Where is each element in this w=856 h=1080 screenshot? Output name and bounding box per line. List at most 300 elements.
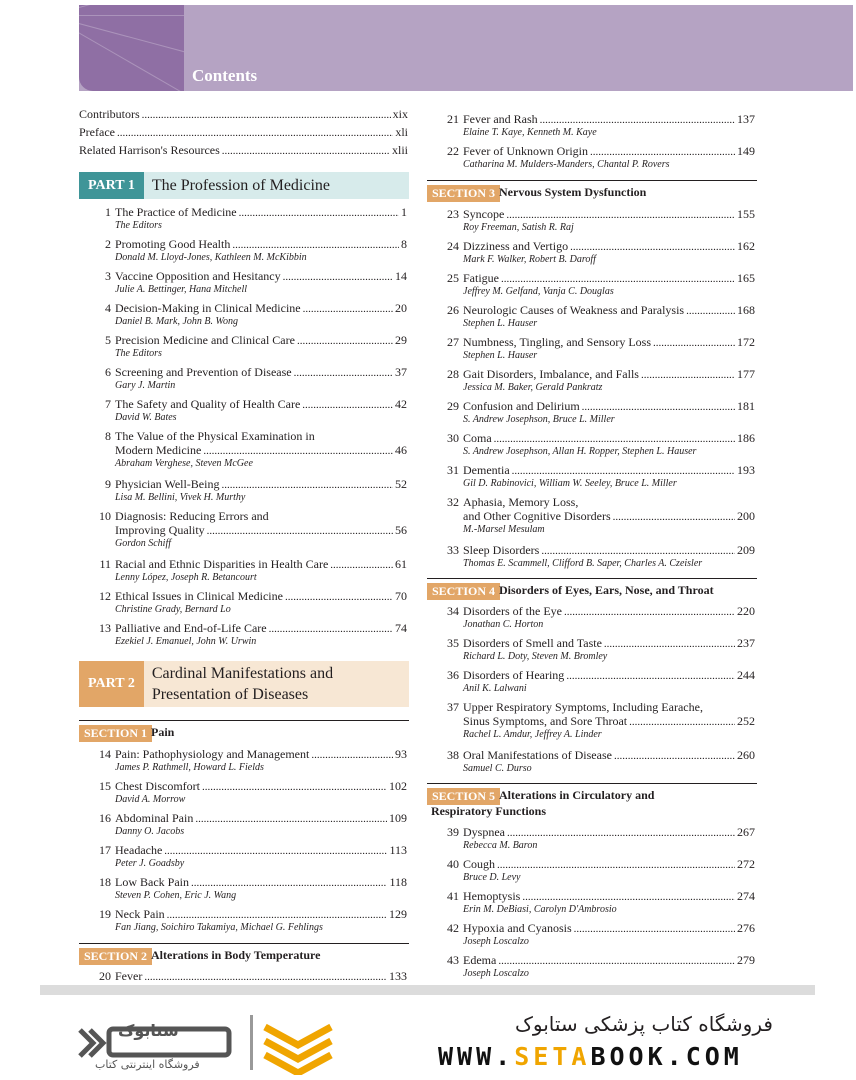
chapter-title-row <box>463 604 755 618</box>
chapter-authors: Gil D. Rabinovici, William W. Seeley, Bruce L. Miller <box>463 478 677 489</box>
dot-leader <box>498 953 735 967</box>
dot-leader <box>117 125 393 139</box>
chapter-title-row <box>115 397 407 411</box>
chapter-authors: Richard L. Doty, Steven M. Bromley <box>463 651 608 662</box>
dot-leader <box>330 557 393 571</box>
chapter-entry[interactable] <box>447 921 755 948</box>
chapter-page: 129 <box>389 907 407 921</box>
chapter-entry[interactable] <box>105 477 407 504</box>
entry-title: Related Harrison's Resources <box>79 143 220 157</box>
dot-leader <box>297 333 393 347</box>
section-4-header <box>427 578 757 601</box>
chapter-number: 38 <box>447 748 459 762</box>
chapter-title-row <box>115 589 407 603</box>
dot-leader <box>522 889 735 903</box>
chapter-entry[interactable] <box>447 112 755 139</box>
chapter-page: 276 <box>737 921 755 935</box>
chapter-page: 149 <box>737 144 755 158</box>
shop-name: فروشگاه کتاب پزشکی ستابوک <box>515 1012 773 1036</box>
dot-leader <box>494 431 735 445</box>
chapter-number: 8 <box>105 429 111 443</box>
chapter-title-row <box>115 811 407 825</box>
chapter-title-row <box>115 477 407 491</box>
section-label: SECTION 1 <box>79 725 152 742</box>
section-label: SECTION 3 <box>427 185 500 202</box>
chapter-entry[interactable] <box>447 700 755 741</box>
chapter-number: 24 <box>447 239 459 253</box>
chapter-title-row <box>115 523 407 537</box>
chapter-page: 109 <box>389 811 407 825</box>
chapter-number: 9 <box>105 477 111 491</box>
footer <box>0 995 856 1080</box>
chapter-entry[interactable] <box>447 543 755 570</box>
chapter-title: Palliative and End-of-Life Care <box>115 621 267 635</box>
chapter-title-line1: Aphasia, Memory Loss, <box>463 495 579 509</box>
chapter-entry[interactable] <box>447 889 755 916</box>
chapter-title: Headache <box>115 843 163 857</box>
chapter-page: 237 <box>737 636 755 650</box>
chapter-authors: David W. Bates <box>115 412 177 423</box>
chapter-authors: Roy Freeman, Satish R. Raj <box>463 222 574 233</box>
chapter-title: Modern Medicine <box>115 443 202 457</box>
chapter-title-row <box>463 714 755 728</box>
part-title: The Profession of Medicine <box>144 172 409 199</box>
part-label: PART 1 <box>79 172 144 199</box>
chapter-page: 193 <box>737 463 755 477</box>
chapter-entry[interactable] <box>447 399 755 426</box>
chapter-entry[interactable] <box>99 843 407 870</box>
dot-leader <box>303 301 393 315</box>
chapter-entry[interactable] <box>447 857 755 884</box>
front-matter-entry[interactable] <box>79 125 408 139</box>
dot-leader <box>613 509 735 523</box>
chapter-title: Sinus Symptoms, and Sore Throat <box>463 714 628 728</box>
dot-leader <box>566 668 735 682</box>
chapter-entry[interactable] <box>447 636 755 663</box>
chapter-page: 93 <box>395 747 407 761</box>
chapter-authors: Joseph Loscalzo <box>463 968 529 979</box>
chapter-entry[interactable] <box>447 239 755 266</box>
chapter-entry[interactable] <box>447 604 755 631</box>
chapter-title: Numbness, Tingling, and Sensory Loss <box>463 335 652 349</box>
chapter-title-row <box>463 889 755 903</box>
chapter-authors: Jeffrey M. Gelfand, Vanja C. Douglas <box>463 286 614 297</box>
dot-leader <box>590 144 735 158</box>
chapter-page: 274 <box>737 889 755 903</box>
chapter-number: 29 <box>447 399 459 413</box>
chapter-authors: Danny O. Jacobs <box>115 826 185 837</box>
chapter-entry[interactable] <box>447 271 755 298</box>
chapter-title-row <box>115 443 407 457</box>
dot-leader <box>203 443 393 457</box>
chapter-title: Syncope <box>463 207 505 221</box>
chapter-authors: Mark F. Walker, Robert B. Daroff <box>463 254 596 265</box>
chapter-page: 14 <box>395 269 407 283</box>
chapter-authors: Abraham Verghese, Steven McGee <box>115 458 253 469</box>
chapter-title-row <box>115 269 407 283</box>
chapter-entry[interactable] <box>105 301 407 328</box>
chapter-title: Hemoptysis <box>463 889 521 903</box>
chapter-title: Confusion and Delirium <box>463 399 580 413</box>
chapter-number: 22 <box>447 144 459 158</box>
dot-leader <box>294 365 393 379</box>
chapter-title: Racial and Ethnic Disparities in Health Care <box>115 557 329 571</box>
chapter-authors: S. Andrew Josephson, Bruce L. Miller <box>463 414 615 425</box>
chapter-entry[interactable] <box>447 335 755 362</box>
chapter-page: 244 <box>737 668 755 682</box>
chapter-page: 8 <box>401 237 407 251</box>
chapter-page: 46 <box>395 443 407 457</box>
chapter-title-row <box>463 207 755 221</box>
chapter-number: 3 <box>105 269 111 283</box>
dot-leader <box>221 477 393 491</box>
chapter-title: Vaccine Opposition and Hesitancy <box>115 269 281 283</box>
chapter-title-row <box>463 463 755 477</box>
dot-leader <box>302 397 393 411</box>
chapter-authors: S. Andrew Josephson, Allan H. Ropper, Stephen L. Hauser <box>463 446 697 457</box>
shop-url[interactable]: WWW.SETABOOK.COM <box>438 1042 743 1071</box>
chapter-number: 36 <box>447 668 459 682</box>
chapter-title: Edema <box>463 953 497 967</box>
chapter-title: Disorders of Hearing <box>463 668 565 682</box>
chapter-authors: The Editors <box>115 348 162 359</box>
chapter-page: 186 <box>737 431 755 445</box>
chapter-title-row <box>115 301 407 315</box>
dot-leader <box>614 748 735 762</box>
chapter-number: 35 <box>447 636 459 650</box>
chapter-number: 6 <box>105 365 111 379</box>
chapter-title-row <box>463 953 755 967</box>
dot-leader <box>507 825 735 839</box>
chapter-page: 102 <box>389 779 407 793</box>
chapter-title: Cough <box>463 857 496 871</box>
chapter-number: 39 <box>447 825 459 839</box>
chapter-authors: Thomas E. Scammell, Clifford B. Saper, Charles A. Czeisler <box>463 558 703 569</box>
dot-leader <box>285 589 393 603</box>
chapter-number: 19 <box>99 907 111 921</box>
dot-leader <box>686 303 735 317</box>
dot-leader <box>582 399 735 413</box>
dot-leader <box>541 543 735 557</box>
dot-leader <box>604 636 735 650</box>
chapter-title-row <box>463 271 755 285</box>
entry-title: Contributors <box>79 107 140 121</box>
chapter-title-line1: The Value of the Physical Examination in <box>115 429 315 443</box>
chapter-title: and Other Cognitive Disorders <box>463 509 611 523</box>
chapter-entry[interactable] <box>105 269 407 296</box>
chapter-entry[interactable] <box>99 811 407 838</box>
chapter-title-line1: Diagnosis: Reducing Errors and <box>115 509 269 523</box>
chapter-title-row <box>463 748 755 762</box>
chapter-entry[interactable] <box>105 205 407 232</box>
chapter-page: 20 <box>395 301 407 315</box>
chapter-authors: James P. Rathmell, Howard L. Fields <box>115 762 264 773</box>
chapter-authors: Julie A. Bettinger, Hana Mitchell <box>115 284 248 295</box>
chapter-title-row <box>115 205 407 219</box>
chapter-page: 74 <box>395 621 407 635</box>
section-title-line2: Respiratory Functions <box>431 804 546 818</box>
chapter-title: Neurologic Causes of Weakness and Paralysis <box>463 303 685 317</box>
dot-leader <box>144 969 387 983</box>
chapter-page: 133 <box>389 969 407 983</box>
header-decoration <box>79 5 184 91</box>
chapter-number: 28 <box>447 367 459 381</box>
chapter-title: Screening and Prevention of Disease <box>115 365 292 379</box>
chapter-title: Fever and Rash <box>463 112 538 126</box>
chapter-number: 11 <box>99 557 111 571</box>
chapter-number: 20 <box>99 969 111 983</box>
chapter-page: 200 <box>737 509 755 523</box>
chapter-page: 209 <box>737 543 755 557</box>
section-3-header <box>427 180 757 203</box>
entry-page: xix <box>392 107 408 121</box>
chapter-entry[interactable] <box>99 747 407 774</box>
chapter-number: 33 <box>447 543 459 557</box>
chapter-entry[interactable] <box>447 207 755 234</box>
chapter-number: 37 <box>447 700 459 714</box>
dot-leader <box>653 335 735 349</box>
chapter-title: Abdominal Pain <box>115 811 194 825</box>
chapter-authors: Elaine T. Kaye, Kenneth M. Kaye <box>463 127 597 138</box>
chapter-authors: Jessica M. Baker, Gerald Pankratz <box>463 382 603 393</box>
chapter-entry[interactable] <box>105 429 407 470</box>
dot-leader <box>283 269 393 283</box>
chapter-number: 23 <box>447 207 459 221</box>
chapter-number: 40 <box>447 857 459 871</box>
chapter-number: 1 <box>105 205 111 219</box>
chapter-title-row <box>463 431 755 445</box>
chapter-title: Sleep Disorders <box>463 543 540 557</box>
chapter-authors: Ezekiel J. Emanuel, John W. Urwin <box>115 636 257 647</box>
chapter-page: 272 <box>737 857 755 871</box>
chapter-authors: Stephen L. Hauser <box>463 350 538 361</box>
chapter-page: 29 <box>395 333 407 347</box>
chapter-authors: Catharina M. Mulders-Manders, Chantal P. Rovers <box>463 159 670 170</box>
chapter-entry[interactable] <box>99 557 407 584</box>
section-5-header <box>427 783 757 820</box>
chapter-entry[interactable] <box>447 668 755 695</box>
chapter-authors: Samuel C. Durso <box>463 763 532 774</box>
chapter-number: 18 <box>99 875 111 889</box>
chapter-title: Promoting Good Health <box>115 237 231 251</box>
dot-leader <box>207 523 393 537</box>
chapter-title-line1: Upper Respiratory Symptoms, Including Earache, <box>463 700 703 714</box>
chapter-authors: Bruce D. Levy <box>463 872 521 883</box>
chapter-title: The Safety and Quality of Health Care <box>115 397 301 411</box>
entry-page: xli <box>395 125 408 139</box>
chapter-entry[interactable] <box>99 779 407 806</box>
chapter-title: Improving Quality <box>115 523 205 537</box>
chapter-entry[interactable] <box>99 509 407 550</box>
chapter-entry[interactable] <box>99 621 407 648</box>
chapter-title-row <box>463 636 755 650</box>
chapter-title: Neck Pain <box>115 907 165 921</box>
chapter-number: 14 <box>99 747 111 761</box>
chapter-number: 21 <box>447 112 459 126</box>
chapter-title: Gait Disorders, Imbalance, and Falls <box>463 367 639 381</box>
chapter-authors: Rebecca M. Baron <box>463 840 538 851</box>
front-matter-entry[interactable] <box>79 143 408 157</box>
chapter-title-row <box>463 825 755 839</box>
chapter-entry[interactable] <box>447 953 755 980</box>
chapter-title: Disorders of the Eye <box>463 604 562 618</box>
chapter-authors: Anil K. Lalwani <box>463 683 527 694</box>
chapter-title: Coma <box>463 431 492 445</box>
chapter-title-row <box>115 907 407 921</box>
chapter-authors: The Editors <box>115 220 162 231</box>
dot-leader <box>512 463 735 477</box>
section-title: Alterations in Body Temperature <box>151 948 321 962</box>
chapter-number: 4 <box>105 301 111 315</box>
chapter-title-row <box>463 509 755 523</box>
chapter-title-row <box>463 399 755 413</box>
chapter-title: Dizziness and Vertigo <box>463 239 569 253</box>
chapter-title: Precision Medicine and Clinical Care <box>115 333 295 347</box>
chapter-authors: Stephen L. Hauser <box>463 318 538 329</box>
chapter-title-row <box>463 303 755 317</box>
chapter-entry[interactable] <box>447 825 755 852</box>
dot-leader <box>497 857 735 871</box>
chapter-entry[interactable] <box>447 367 755 394</box>
chapter-page: 137 <box>737 112 755 126</box>
chapter-title-row <box>463 335 755 349</box>
chapter-title: Ethical Issues in Clinical Medicine <box>115 589 283 603</box>
chapter-entry[interactable] <box>105 333 407 360</box>
chapter-entry[interactable] <box>447 431 755 458</box>
chapter-title-row <box>115 843 407 857</box>
chapter-entry[interactable] <box>447 495 755 536</box>
part-2-header <box>79 661 409 707</box>
chapter-authors: Lenny López, Joseph R. Betancourt <box>115 572 257 583</box>
dot-leader <box>641 367 735 381</box>
section-label: SECTION 5 <box>427 788 500 805</box>
chapter-title: Dyspnea <box>463 825 505 839</box>
chapter-title: The Practice of Medicine <box>115 205 237 219</box>
dot-leader <box>570 239 735 253</box>
chapter-authors: Fan Jiang, Soichiro Takamiya, Michael G. Fehlings <box>115 922 323 933</box>
chapter-entry[interactable] <box>447 748 755 775</box>
section-2-header <box>79 943 409 966</box>
chapter-number: 17 <box>99 843 111 857</box>
chapter-number: 7 <box>105 397 111 411</box>
part-label: PART 2 <box>79 661 144 707</box>
chapter-title-row <box>115 237 407 251</box>
chapter-page: 61 <box>395 557 407 571</box>
chapter-page: 168 <box>737 303 755 317</box>
chapter-page: 1 <box>401 205 407 219</box>
chapter-number: 5 <box>105 333 111 347</box>
chapter-entry[interactable] <box>99 589 407 616</box>
chapter-title-row <box>463 144 755 158</box>
chapter-number: 13 <box>99 621 111 635</box>
chapter-entry[interactable] <box>105 397 407 424</box>
chapter-number: 12 <box>99 589 111 603</box>
dot-leader <box>564 604 735 618</box>
part-title: Cardinal Manifestations and Presentation of Diseases <box>144 661 409 707</box>
chapter-title: Oral Manifestations of Disease <box>463 748 612 762</box>
chapter-page: 181 <box>737 399 755 413</box>
chapter-page: 113 <box>389 843 407 857</box>
chapter-page: 52 <box>395 477 407 491</box>
chapter-title-row <box>115 621 407 635</box>
chapter-authors: Gary J. Martin <box>115 380 176 391</box>
chapter-entry[interactable] <box>447 303 755 330</box>
chapter-title: Pain: Pathophysiology and Management <box>115 747 310 761</box>
chapter-page: 267 <box>737 825 755 839</box>
chapter-entry[interactable] <box>105 237 407 264</box>
chapter-title-row <box>115 557 407 571</box>
chapter-number: 26 <box>447 303 459 317</box>
chapter-page: 155 <box>737 207 755 221</box>
chapter-authors: Lisa M. Bellini, Vivek H. Murthy <box>115 492 246 503</box>
part-1-header <box>79 172 409 199</box>
chapter-number: 31 <box>447 463 459 477</box>
chapter-title: Fever <box>115 969 143 983</box>
dot-leader <box>202 779 387 793</box>
dot-leader <box>501 271 735 285</box>
chapter-number: 34 <box>447 604 459 618</box>
chapter-entry[interactable] <box>447 144 755 171</box>
dot-leader <box>167 907 387 921</box>
chapter-title: Fatigue <box>463 271 499 285</box>
chapter-title-row <box>115 365 407 379</box>
chapter-page: 177 <box>737 367 755 381</box>
chapter-authors: Christine Grady, Bernard Lo <box>115 604 231 615</box>
chapter-number: 15 <box>99 779 111 793</box>
chapter-authors: Jonathan C. Horton <box>463 619 544 630</box>
chapter-title: Physician Well-Being <box>115 477 220 491</box>
chapter-page: 37 <box>395 365 407 379</box>
chapter-title: Low Back Pain <box>115 875 189 889</box>
chapter-title-row <box>463 367 755 381</box>
chapter-page: 42 <box>395 397 407 411</box>
chapter-number: 32 <box>447 495 459 509</box>
chapter-entry[interactable] <box>105 365 407 392</box>
front-matter-entry[interactable] <box>79 107 408 121</box>
chapter-authors: Gordon Schiff <box>115 538 172 549</box>
chapter-page: 172 <box>737 335 755 349</box>
chapter-page: 165 <box>737 271 755 285</box>
chapter-page: 252 <box>737 714 755 728</box>
dot-leader <box>195 811 387 825</box>
chapter-title: Hypoxia and Cyanosis <box>463 921 572 935</box>
dot-leader <box>540 112 735 126</box>
chapter-entry[interactable] <box>447 463 755 490</box>
dot-leader <box>222 143 390 157</box>
dot-leader <box>191 875 387 889</box>
chapter-page: 162 <box>737 239 755 253</box>
section-title: Alterations in Circulatory and <box>499 788 655 802</box>
chapter-title-row <box>115 875 407 889</box>
chapter-entry[interactable] <box>99 875 407 902</box>
chapter-page: 260 <box>737 748 755 762</box>
chapter-authors: Peter J. Goadsby <box>115 858 185 869</box>
dot-leader <box>506 207 735 221</box>
section-label: SECTION 4 <box>427 583 500 600</box>
dot-leader <box>269 621 393 635</box>
logo-text: ستابوک <box>118 1021 179 1040</box>
dot-leader <box>239 205 399 219</box>
chapter-entry[interactable] <box>99 907 407 934</box>
chapter-number: 41 <box>447 889 459 903</box>
chapter-title-row <box>115 333 407 347</box>
chapter-title-row <box>115 779 407 793</box>
dot-leader <box>629 714 735 728</box>
dot-leader <box>311 747 393 761</box>
chapter-title-row <box>463 857 755 871</box>
chapter-title-row <box>463 239 755 253</box>
dot-leader <box>164 843 387 857</box>
